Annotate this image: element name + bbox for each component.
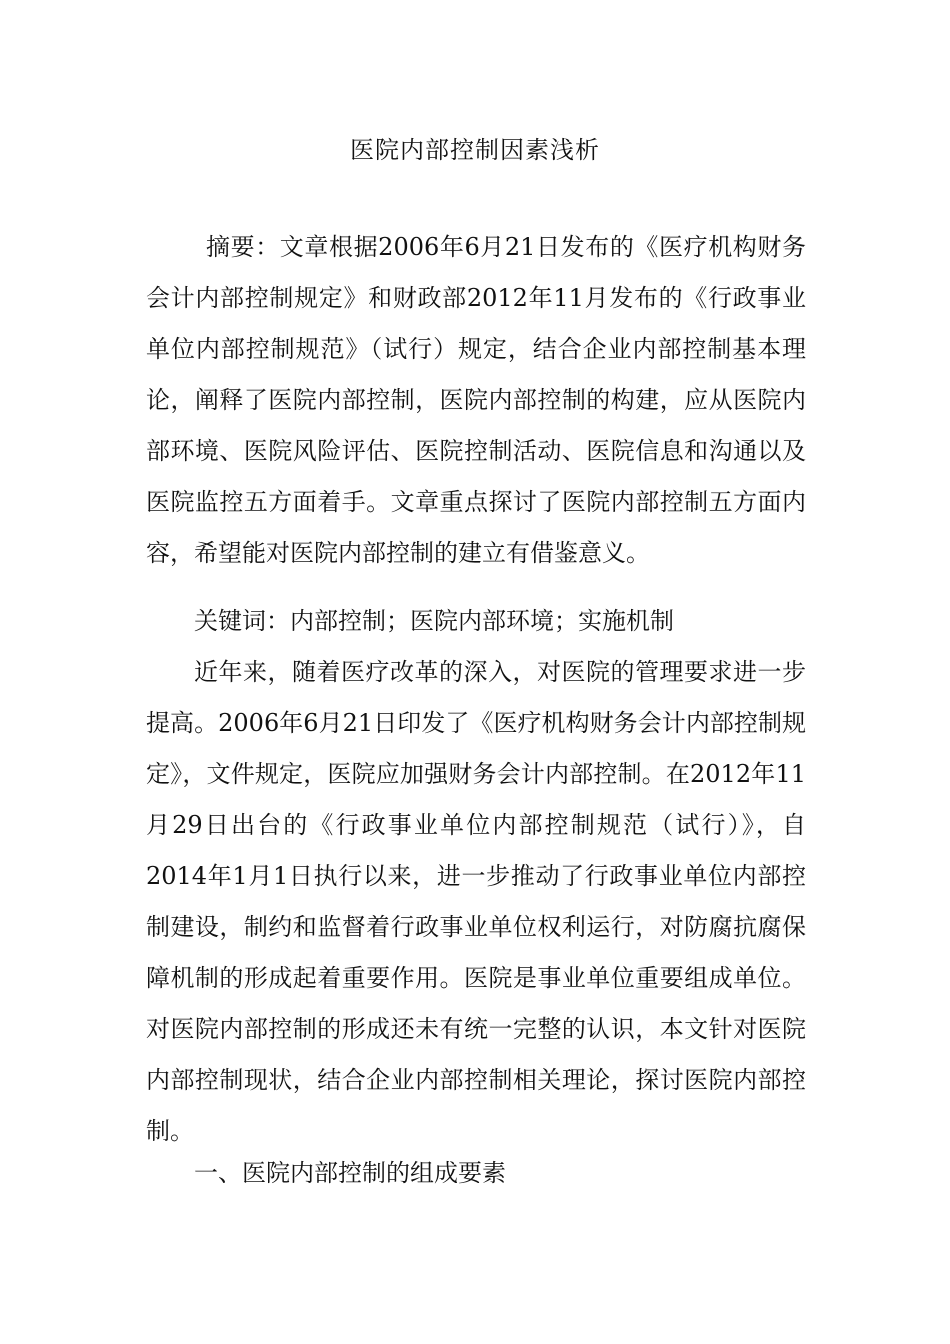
intro-paragraph: 近年来，随着医疗改革的深入，对医院的管理要求进一步提高。2006年6月21日印发了《医疗机构财务会计内部控制规定》，文件规定，医院应加强财务会计内部控制。在2012年11月29日出台的《行政事业单位内部控制规范（试行）》，自2014年1月1日执行以来，进一步推动了行政事业单位内部控制建设，制约和监督着行政事业单位权利运行，对防腐抗腐保障机制的形成起着重要作用。医院是事业单位重要组成单位。对医院内部控制的形成还未有统一完整的认识，本文针对医院内部控制现状，结合企业内部控制相关理论，探讨医院内部控制。 <box>146 658 806 1145</box>
keywords-paragraph: 关键词：内部控制；医院内部环境；实施机制 <box>194 607 674 635</box>
abstract-paragraph: 摘要：文章根据2006年6月21日发布的《医疗机构财务会计内部控制规定》和财政部2012年11月发布的《行政事业单位内部控制规范》（试行）规定，结合企业内部控制基本理论，阐释了医院内部控制，医院内部控制的构建，应从医院内部环境、医院风险评估、医院控制活动、医院信息和沟通以及医院监控五方面着手。文章重点探讨了医院内部控制五方面内容，希望能对医院内部控制的建立有借鉴意义。 <box>146 233 806 567</box>
document-title: 医院内部控制因素浅析 <box>350 136 600 164</box>
section-heading: 一、医院内部控制的组成要素 <box>194 1159 506 1187</box>
